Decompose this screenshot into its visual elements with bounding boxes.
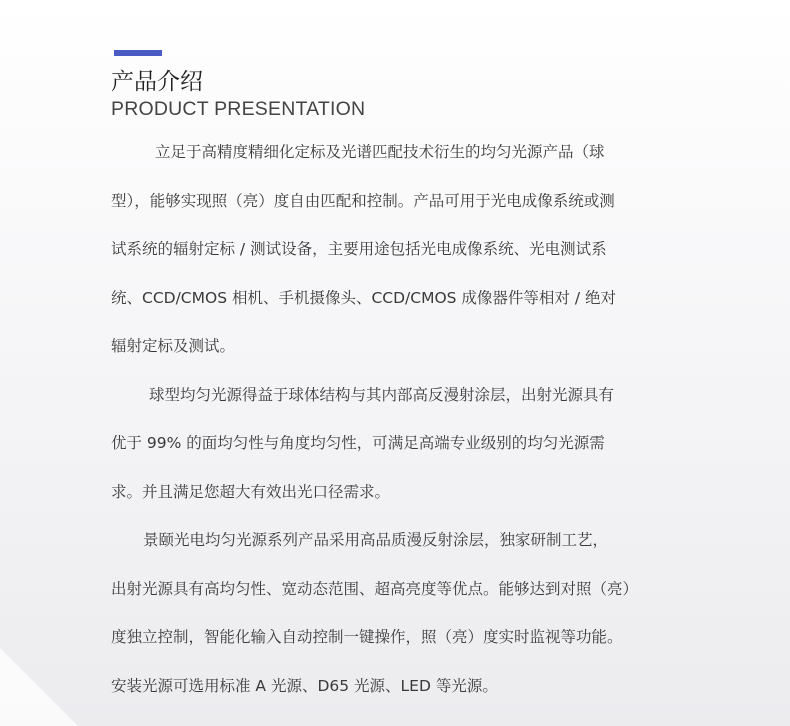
section-title: 产品介绍 bbox=[111, 69, 203, 95]
text-line: 立足于高精度精细化定标及光谱匹配技术衍生的均匀光源产品（球 bbox=[155, 143, 605, 161]
decorative-corner bbox=[0, 648, 78, 726]
product-description bbox=[111, 128, 691, 710]
text-line: 试系统的辐射定标 / 测试设备，主要用途包括光电成像系统、光电测试系 bbox=[111, 240, 607, 258]
text-line: 景颐光电均匀光源系列产品采用高品质漫反射涂层，独家研制工艺， bbox=[143, 531, 609, 549]
paragraph-series bbox=[111, 516, 691, 710]
text-line: 安装光源可选用标准 A 光源、D65 光源、LED 等光源。 bbox=[111, 676, 498, 695]
text-line: 优于 99% 的面均匀性与角度均匀性，可满足高端专业级别的均匀光源需 bbox=[111, 434, 605, 452]
text-line: 辐射定标及测试。 bbox=[111, 337, 236, 355]
text-line: 统、CCD/CMOS 相机、手机摄像头、CCD/CMOS 成像器件等相对 / 绝对 bbox=[111, 288, 617, 307]
text-line: 求。并且满足您超大有效出光口径需求。 bbox=[111, 482, 391, 501]
title-accent-bar bbox=[114, 50, 162, 56]
text-line: 出射光源具有高均匀性、宽动态范围、超高亮度等优点。能够达到对照（亮） bbox=[111, 579, 639, 598]
text-line: 球型均匀光源得益于球体结构与其内部高反漫射涂层，出射光源具有 bbox=[149, 385, 615, 404]
section-subtitle: PRODUCT PRESENTATION bbox=[111, 98, 366, 120]
paragraph-sphere bbox=[111, 371, 691, 517]
paragraph-intro bbox=[111, 128, 691, 371]
text-line: 型），能够实现照（亮）度自由匹配和控制。产品可用于光电成像系统或测 bbox=[111, 191, 615, 210]
text-line: 度独立控制，智能化输入自动控制一键操作，照（亮）度实时监视等功能。 bbox=[111, 628, 623, 646]
